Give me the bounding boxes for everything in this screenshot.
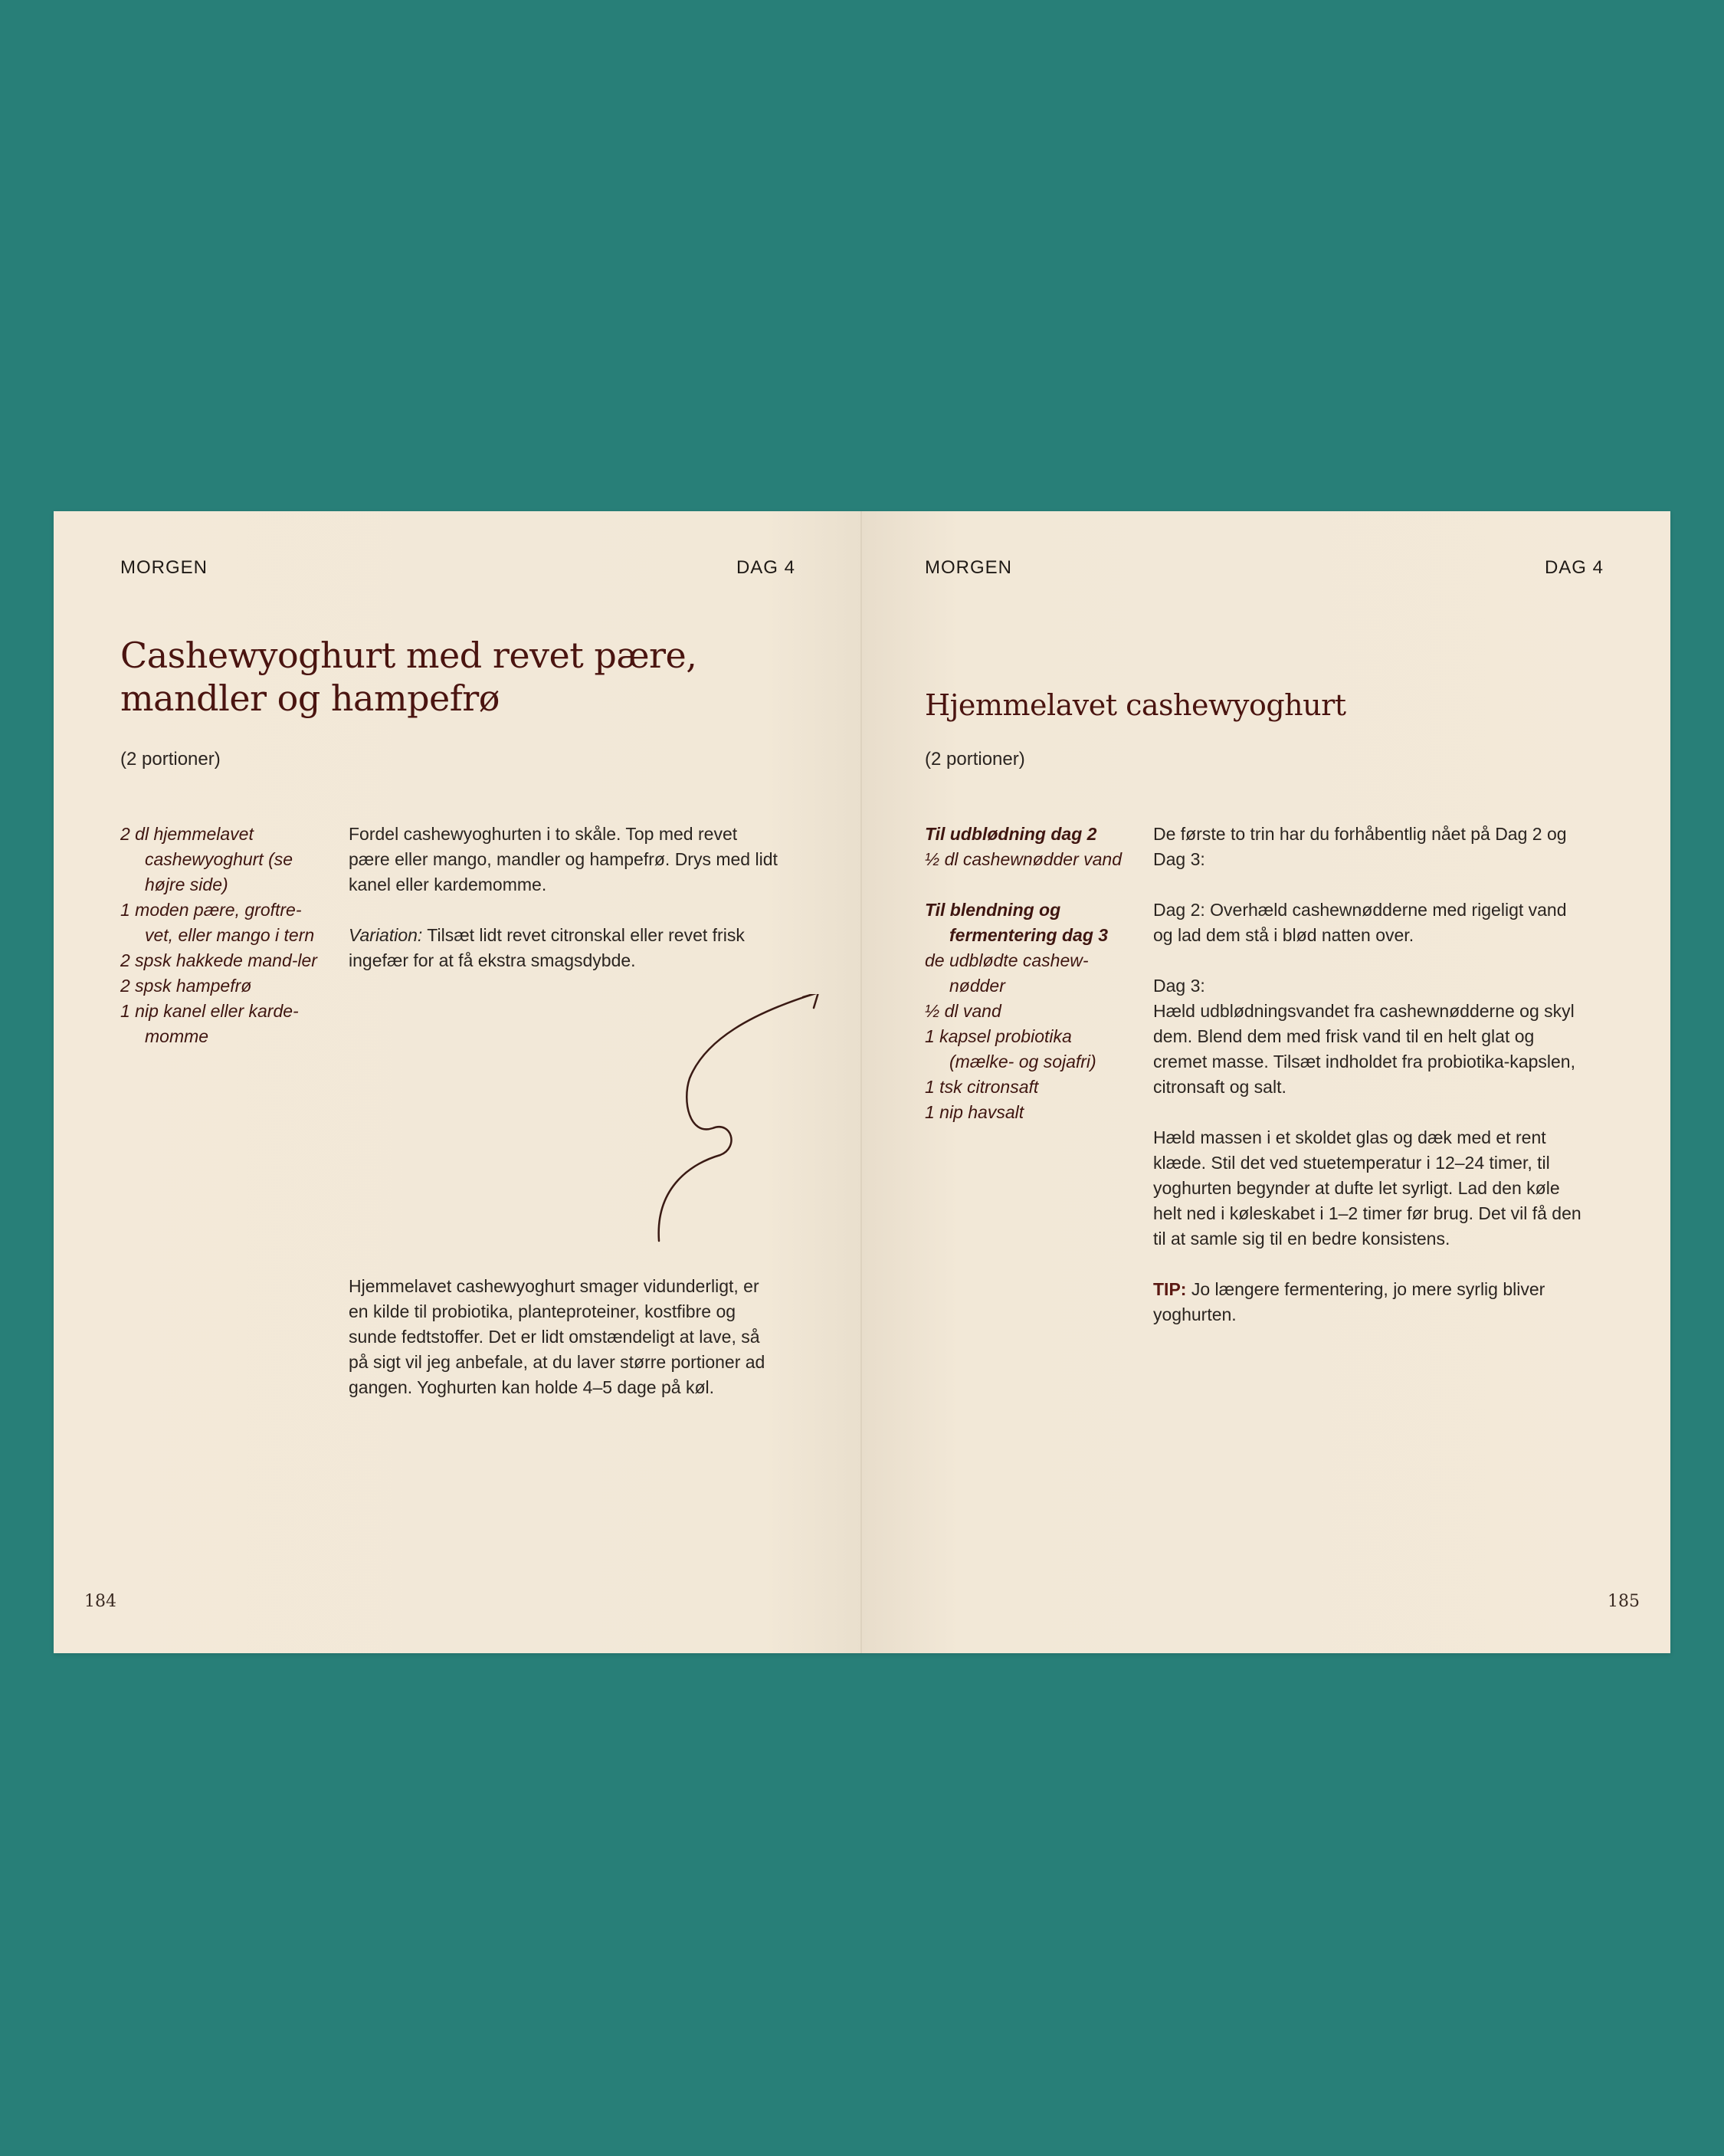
ingredient-list <box>120 822 320 1049</box>
ingredient-item: 2 dl hjemmelavet cashewyoghurt (se højre side) <box>120 824 293 894</box>
left-page <box>54 511 862 1653</box>
method-paragraph: Fordel cashewyoghurten i to skåle. Top med revet pære eller mango, mandler og hampefrø. Drys med lidt kanel eller kardemomme. <box>349 824 778 894</box>
step-day2: Dag 2: Overhæld cashewnødderne med rigeligt vand og lad dem stå i blød natten over. <box>1153 900 1567 945</box>
running-header-day: DAG 4 <box>1544 557 1604 578</box>
ingredient-item: de udblødte cashew-nødder <box>925 950 1089 996</box>
method-text <box>1153 822 1590 1327</box>
ingredient-item: 1 moden pære, groftre-vet, eller mango i tern <box>120 900 315 945</box>
ingredient-item: 1 tsk citronsaft <box>925 1077 1039 1097</box>
page-number: 184 <box>84 1592 116 1611</box>
variation-paragraph <box>349 923 778 973</box>
ingredient-item: 1 nip kanel eller karde-momme <box>120 1001 299 1046</box>
ingredient-item: ½ dl vand <box>925 1001 1001 1021</box>
recipe-title-line1: Cashewyoghurt med revet pære, <box>120 635 697 676</box>
portions: (2 portioner) <box>925 749 1025 770</box>
portions: (2 portioner) <box>120 749 221 770</box>
note-text <box>349 1274 778 1400</box>
step-day3 <box>1153 973 1590 1100</box>
step-day3-label: Dag 3: <box>1153 976 1205 996</box>
running-header-section: MORGEN <box>925 557 1012 578</box>
ingredient-list <box>925 822 1128 1125</box>
variation-text: Tilsæt lidt revet citronskal eller revet frisk ingefær for at få ekstra smagsdybde. <box>349 925 745 970</box>
step-day3-text: Hæld udblødningsvandet fra cashewnødderne og skyl dem. Blend dem med frisk vand til en helt glat og cremet masse. Tilsæt indholdet fra probiotika-kapslen, citronsaft og salt. <box>1153 1001 1575 1097</box>
recipe-title-line2: mandler og hampefrø <box>120 678 500 719</box>
step-ferment: Hæld massen i et skoldet glas og dæk med et rent klæde. Stil det ved stuetemperatur i 12–24 timer, til yoghurten begynder at dufte let syrligt. Lad den køle helt ned i køleskabet i 1–2 timer før brug. Det vil få den til at samle sig til en bedre konsistens. <box>1153 1127 1581 1249</box>
tip-paragraph <box>1153 1277 1590 1327</box>
right-page <box>862 511 1670 1653</box>
page-number: 185 <box>1608 1592 1640 1611</box>
ingredient-group-heading: Til udblødning dag 2 <box>925 824 1097 844</box>
intro-paragraph: De første to trin har du forhåbentlig nået på Dag 2 og Dag 3: <box>1153 824 1567 869</box>
ingredient-item: 2 spsk hakkede mand-ler <box>120 950 317 970</box>
tip-label: TIP: <box>1153 1279 1187 1299</box>
ingredient-item: 1 nip havsalt <box>925 1102 1024 1122</box>
variation-label: Variation: <box>349 925 423 945</box>
running-header-section: MORGEN <box>120 557 208 578</box>
running-header-day: DAG 4 <box>736 557 795 578</box>
recipe-title: Hjemmelavet cashewyoghurt <box>925 688 1346 722</box>
note-paragraph: Hjemmelavet cashewyoghurt smager vidunderligt, er en kilde til probiotika, planteproteiner, kostfibre og sunde fedtstoffer. Det er lidt omstændeligt at lave, så på sigt vil jeg anbefale, at du laver større portioner ad gangen. Yoghurten kan holde 4–5 dage på køl. <box>349 1276 765 1397</box>
ingredient-item: 2 spsk hampefrø <box>120 976 252 996</box>
book-spread <box>54 511 1670 1653</box>
ingredient-group-heading: Til blendning og fermentering dag 3 <box>925 900 1109 945</box>
ingredient-item: ½ dl cashewnødder vand <box>925 849 1122 869</box>
method-text <box>349 822 778 973</box>
recipe-title <box>120 634 696 720</box>
curly-arrow-icon <box>590 994 820 1247</box>
tip-text: Jo længere fermentering, jo mere syrlig bliver yoghurten. <box>1153 1279 1545 1324</box>
ingredient-item: 1 kapsel probiotika (mælke- og sojafri) <box>925 1026 1096 1071</box>
